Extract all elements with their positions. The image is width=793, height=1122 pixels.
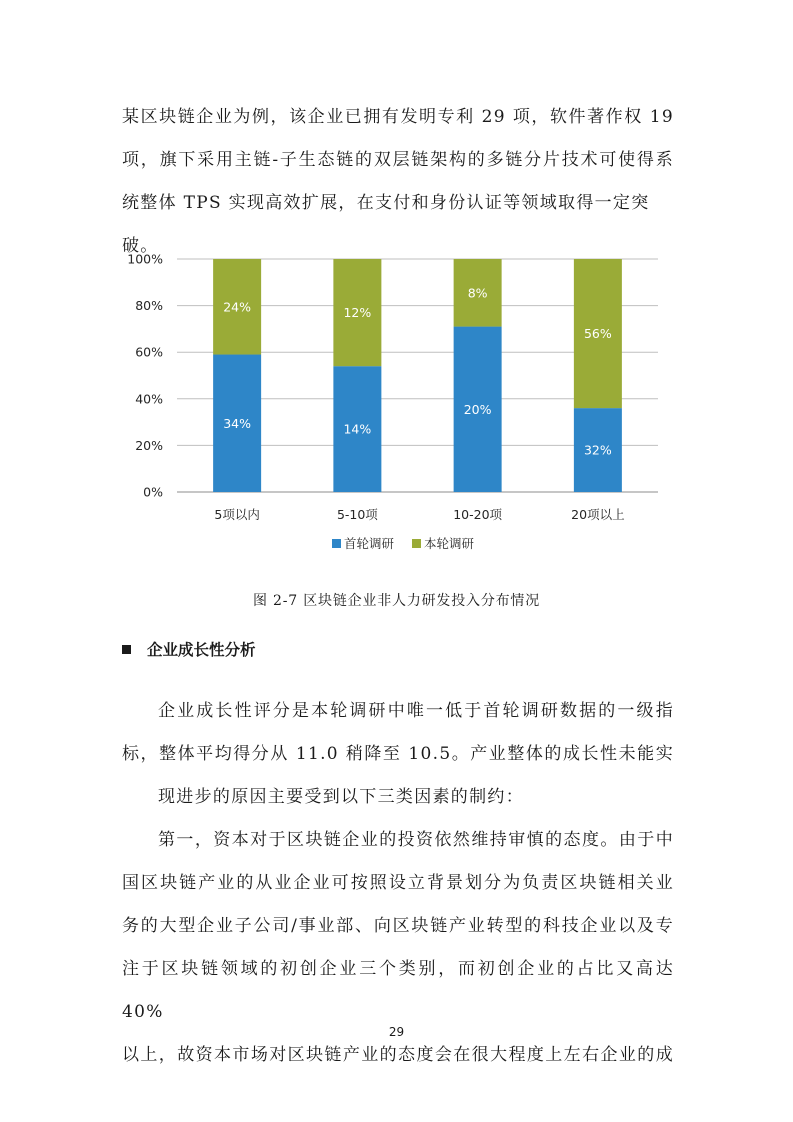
bar-data-label: 32% bbox=[583, 442, 612, 458]
legend-label: 首轮调研 bbox=[344, 536, 395, 551]
growth-paragraph bbox=[122, 690, 674, 819]
text-line: 国区块链产业的从业企业可按照设立背景划分为负责区块链相关业 bbox=[122, 873, 674, 893]
page-number: 29 bbox=[388, 1025, 405, 1039]
y-tick-label: 40% bbox=[135, 391, 163, 407]
bar-data-label: 56% bbox=[583, 326, 612, 342]
text-line: 以上，故资本市场对区块链产业的态度会在很大程度上左右企业的成 bbox=[122, 1045, 674, 1065]
text-line: 注于区块链领域的初创企业三个类别，而初创企业的占比又高达 40% bbox=[122, 959, 674, 1022]
text-line: 项，旗下采用主链-子生态链的双层链架构的多链分片技术可使得系 bbox=[122, 150, 674, 170]
bar-data-label: 14% bbox=[343, 421, 372, 437]
text-line: 统整体 TPS 实现高效扩展，在支付和身份认证等领域取得一定突破。 bbox=[122, 193, 650, 256]
y-tick-label: 100% bbox=[127, 251, 163, 267]
bar-data-label: 8% bbox=[467, 285, 488, 301]
x-tick-label: 5-10项 bbox=[336, 507, 378, 522]
text-line: 某区块链企业为例，该企业已拥有发明专利 29 项，软件著作权 19 bbox=[122, 107, 674, 127]
text-line: 企业成长性评分是本轮调研中唯一低于首轮调研数据的一级指 bbox=[158, 701, 674, 721]
y-axis bbox=[127, 252, 163, 500]
square-bullet-icon bbox=[122, 645, 131, 654]
y-tick-label: 0% bbox=[143, 484, 163, 500]
legend-swatch bbox=[412, 539, 421, 548]
section-heading-text: 企业成长性分析 bbox=[147, 641, 256, 659]
text-line: 第一，资本对于区块链企业的投资依然维持审慎的态度。由于中 bbox=[158, 830, 674, 850]
bars bbox=[213, 259, 622, 492]
legend bbox=[332, 536, 475, 551]
x-tick-label: 20项以上 bbox=[571, 507, 625, 522]
legend-label: 本轮调研 bbox=[424, 536, 475, 551]
x-axis bbox=[214, 507, 624, 522]
bar-data-label: 20% bbox=[463, 401, 492, 417]
text-line: 现进步的原因主要受到以下三类因素的制约： bbox=[158, 787, 524, 807]
text-line: 务的大型企业子公司/事业部、向区块链产业转型的科技企业以及专 bbox=[122, 916, 674, 936]
y-tick-label: 80% bbox=[135, 298, 163, 314]
x-tick-label: 10-20项 bbox=[453, 507, 503, 522]
bar-data-label: 34% bbox=[223, 415, 252, 431]
section-heading bbox=[122, 638, 256, 660]
x-tick-label: 5项以内 bbox=[214, 507, 260, 522]
text-line: 标，整体平均得分从 11.0 稍降至 10.5。产业整体的成长性未能实 bbox=[122, 744, 674, 764]
legend-swatch bbox=[332, 539, 341, 548]
bar-data-label: 24% bbox=[223, 299, 252, 315]
bar-data-label: 12% bbox=[343, 305, 372, 321]
y-tick-label: 20% bbox=[135, 437, 163, 453]
stacked-bar-chart bbox=[122, 243, 682, 573]
figure-caption: 图 2-7 区块链企业非人力研发投入分布情况 bbox=[252, 593, 541, 609]
y-tick-label: 60% bbox=[135, 344, 163, 360]
